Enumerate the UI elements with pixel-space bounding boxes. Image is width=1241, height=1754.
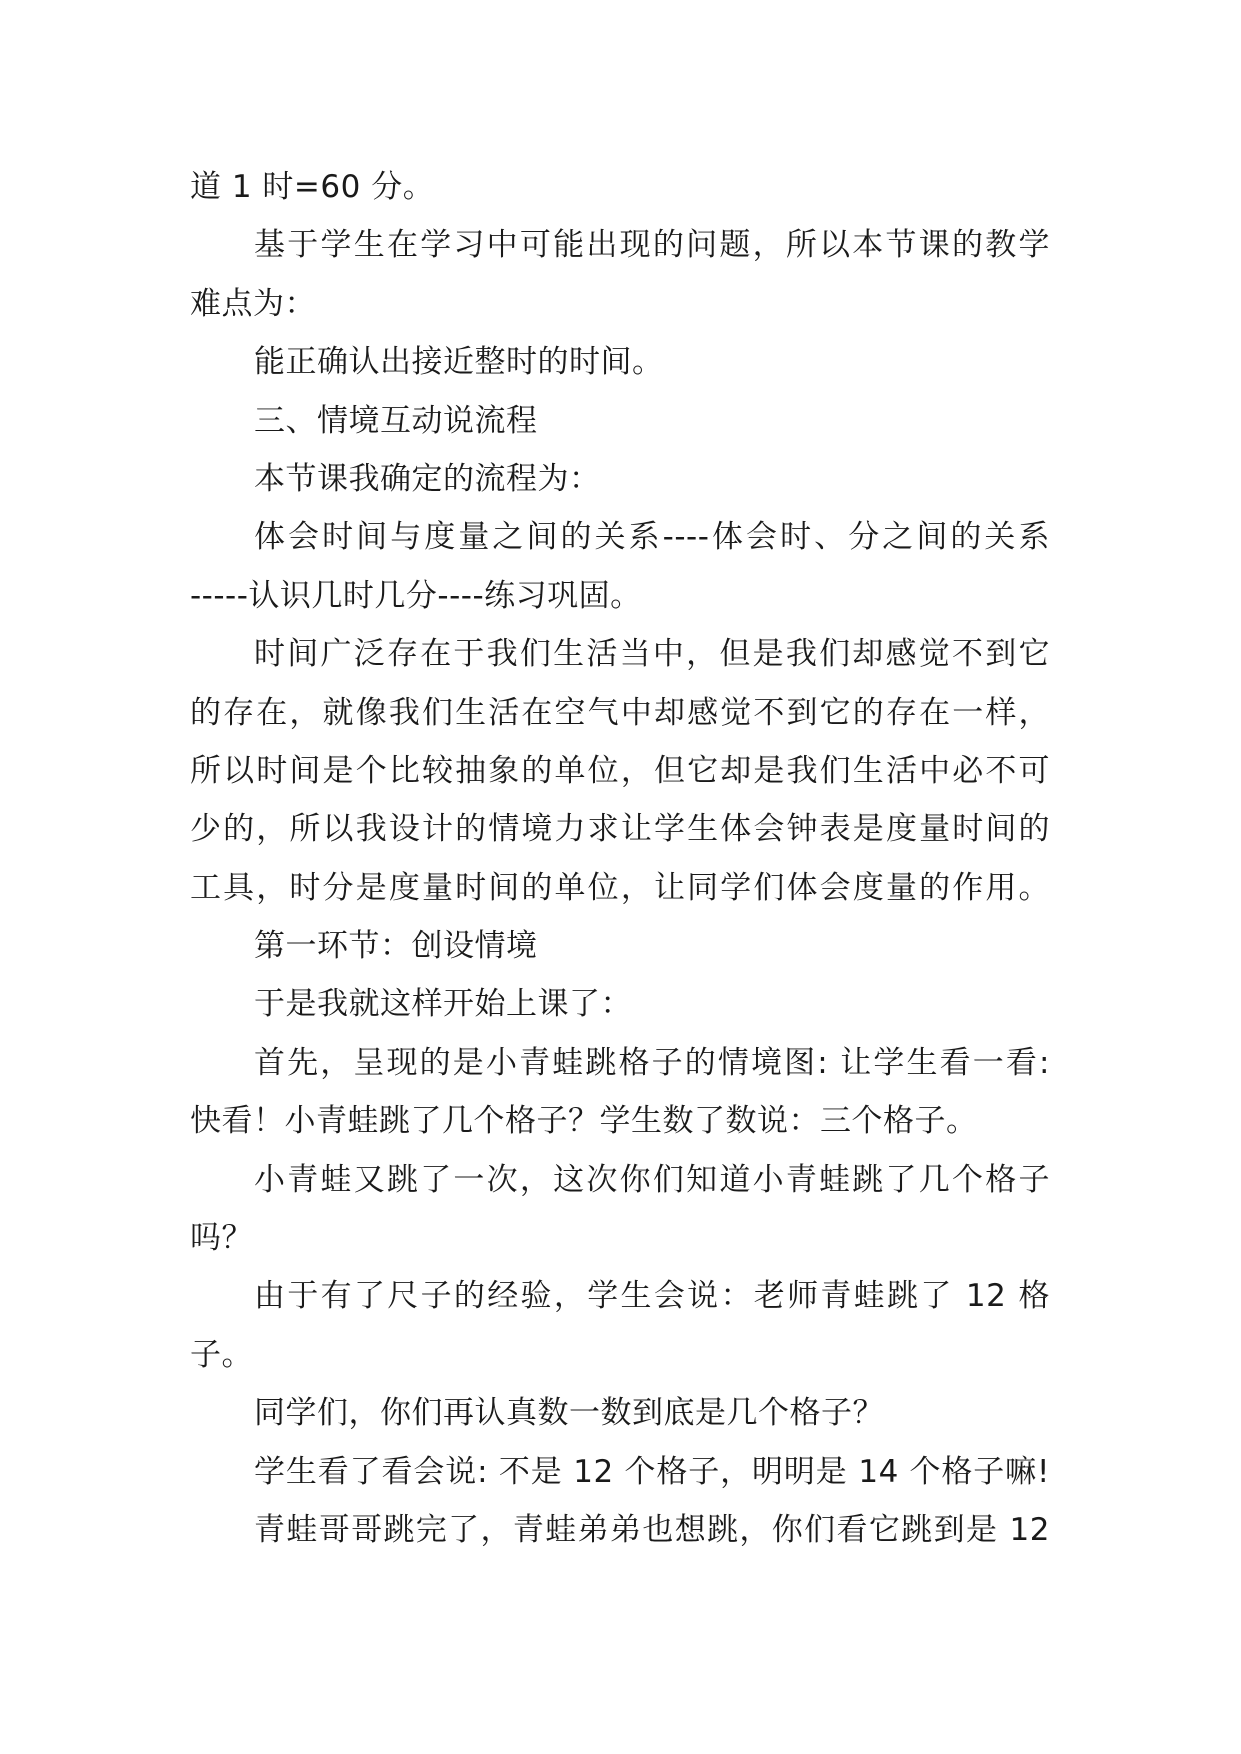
text-line: 少的，所以我设计的情境力求让学生体会钟表是度量时间的 [190,811,1050,848]
section-heading: 三、情境互动说流程 [254,402,538,439]
text-line: 小青蛙又跳了一次，这次你们知道小青蛙跳了几个格子 [254,1161,1050,1198]
text-line: 首先，呈现的是小青蛙跳格子的情境图: 让学生看一看: [254,1044,1050,1081]
text-line: 青蛙哥哥跳完了，青蛙弟弟也想跳，你们看它跳到是 12 [254,1511,1050,1548]
text-line: 快看！小青蛙跳了几个格子？学生数了数说：三个格子。 [190,1103,978,1140]
section-heading: 第一环节：创设情境 [254,928,538,965]
text-line: 基于学生在学习中可能出现的问题，所以本节课的教学 [254,227,1050,264]
text-line: 于是我就这样开始上课了： [254,986,632,1023]
text-line: 难点为： [190,285,316,322]
text-line: 子。 [190,1336,253,1373]
text-line: 体会时间与度量之间的关系----体会时、分之间的关系 [254,519,1050,556]
text-line: 道 1 时=60 分。 [190,169,435,205]
text-line: 由于有了尺子的经验，学生会说：老师青蛙跳了 12 格 [254,1278,1050,1315]
text-line: 吗？ [190,1220,253,1257]
text-line: 同学们，你们再认真数一数到底是几个格子？ [254,1395,884,1432]
text-line: -----认识几时几分----练习巩固。 [190,577,642,614]
text-line: 学生看了看会说: 不是 12 个格子，明明是 14 个格子嘛! [254,1453,1050,1490]
text-line: 时间广泛存在于我们生活当中，但是我们却感觉不到它 [254,636,1050,673]
text-line: 能正确认出接近整时的时间。 [254,344,664,381]
text-line: 本节课我确定的流程为： [254,460,601,497]
text-line: 所以时间是个比较抽象的单位，但它却是我们生活中必不可 [190,752,1050,789]
text-line: 的存在，就像我们生活在空气中却感觉不到它的存在一样， [190,694,1050,731]
text-line: 工具，时分是度量时间的单位，让同学们体会度量的作用。 [190,869,1050,906]
document-body [190,158,1050,1559]
